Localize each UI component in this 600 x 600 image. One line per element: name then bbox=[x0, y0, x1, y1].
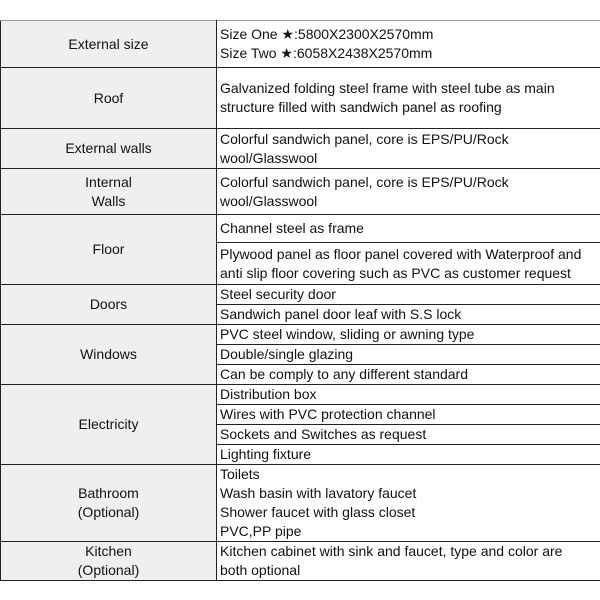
row-label-doors: Doors bbox=[1, 285, 217, 325]
table-row bbox=[1, 21, 600, 68]
row-label-external-size: External size bbox=[1, 21, 217, 68]
row-value-floor-1: Channel steel as frame bbox=[217, 215, 600, 243]
row-value-roof: Galvanized folding steel frame with steel tube as main structure filled with sandwich panel as roofing bbox=[217, 68, 600, 129]
row-label-windows: Windows bbox=[1, 325, 217, 385]
table-row bbox=[1, 325, 600, 345]
row-value-floor-2: Plywood panel as floor panel covered with Waterproof and anti slip floor covering such as PVC as customer request bbox=[217, 243, 600, 285]
row-label-kitchen: Kitchen (Optional) bbox=[1, 542, 217, 581]
row-value-windows-2: Double/single glazing bbox=[217, 345, 600, 365]
table-row bbox=[1, 385, 600, 405]
table-row bbox=[1, 169, 600, 215]
table-row bbox=[1, 542, 600, 581]
row-value-internal-walls: Colorful sandwich panel, core is EPS/PU/Rock wool/Glasswool bbox=[217, 169, 600, 215]
row-value-bathroom: Toilets Wash basin with lavatory faucet Shower faucet with glass closet PVC,PP pipe bbox=[217, 465, 600, 542]
size-one-text: Size One ★:5800X2300X2570mm bbox=[220, 26, 434, 42]
row-value-electricity-3: Sockets and Switches as request bbox=[217, 425, 600, 445]
row-label-external-walls: External walls bbox=[1, 129, 217, 169]
row-value-windows-3: Can be comply to any different standard bbox=[217, 365, 600, 385]
row-value-external-walls: Colorful sandwich panel, core is EPS/PU/Rock wool/Glasswool bbox=[217, 129, 600, 169]
row-label-bathroom: Bathroom (Optional) bbox=[1, 465, 217, 542]
row-value-kitchen: Kitchen cabinet with sink and faucet, type and color are both optional bbox=[217, 542, 600, 581]
row-label-floor: Floor bbox=[1, 215, 217, 285]
row-label-electricity: Electricity bbox=[1, 385, 217, 465]
size-two-text: Size Two ★:6058X2438X2570mm bbox=[220, 45, 433, 61]
table-row bbox=[1, 465, 600, 542]
table-row bbox=[1, 285, 600, 305]
row-value-doors-2: Sandwich panel door leaf with S.S lock bbox=[217, 305, 600, 325]
row-value-external-size bbox=[217, 21, 600, 68]
row-value-electricity-2: Wires with PVC protection channel bbox=[217, 405, 600, 425]
row-value-electricity-4: Lighting fixture bbox=[217, 445, 600, 465]
table-row bbox=[1, 68, 600, 129]
table-row bbox=[1, 129, 600, 169]
row-label-internal-walls: Internal Walls bbox=[1, 169, 217, 215]
row-value-windows-1: PVC steel window, sliding or awning type bbox=[217, 325, 600, 345]
row-value-doors-1: Steel security door bbox=[217, 285, 600, 305]
row-label-roof: Roof bbox=[1, 68, 217, 129]
row-value-electricity-1: Distribution box bbox=[217, 385, 600, 405]
spec-table bbox=[0, 20, 600, 581]
table-row bbox=[1, 215, 600, 243]
